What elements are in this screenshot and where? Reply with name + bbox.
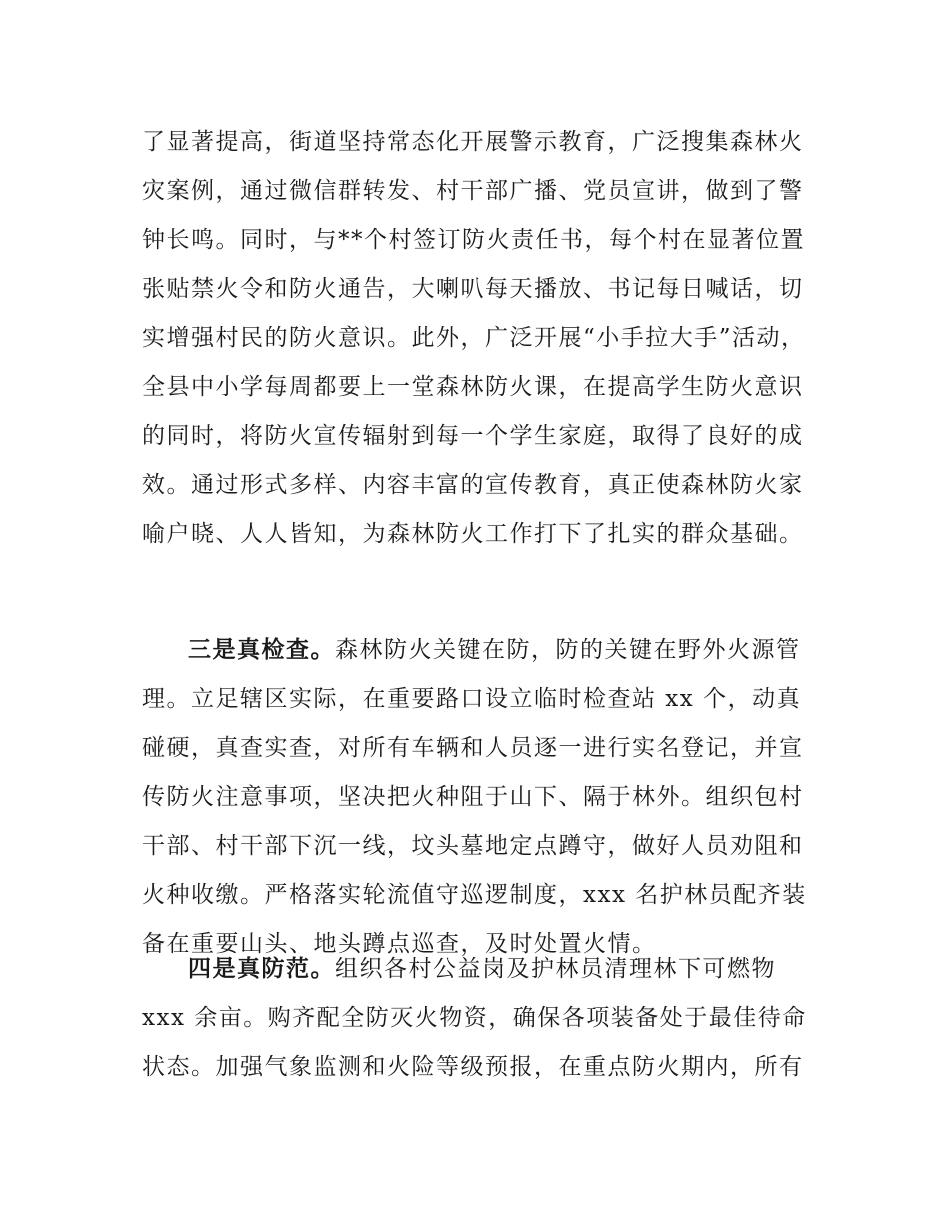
paragraph-line: 全县中小学每周都要上一堂森林防火课，在提高学生防火意识: [142, 374, 804, 400]
paragraph-first-line: [142, 626, 822, 675]
paragraph-line: 钟长鸣。同时，与**个村签订防火责任书，每个村在显著位置: [142, 227, 805, 253]
paragraph-prevention: [142, 945, 822, 1092]
paragraph-line: 碰硬，真查实查，对所有车辆和人员逐一进行实名登记，并宣: [142, 735, 804, 761]
paragraph-line: 喻户晓、人人皆知，为森林防火工作打下了扎实的群众基础。: [142, 521, 804, 547]
paragraph-line: 理。立足辖区实际，在重要路口设立临时检查站 xx 个，动真: [142, 686, 802, 712]
paragraph-line: 张贴禁火令和防火通告，大喇叭每天播放、书记每日喊话，切: [142, 276, 804, 302]
paragraph-line: 灾案例，通过微信群转发、村干部广播、党员宣讲，做到了警: [142, 178, 804, 204]
paragraph-line: xxx 余亩。购齐配全防灭火物资，确保各项装备处于最佳待命: [142, 1005, 807, 1031]
paragraph-first-line-text: 组织各村公益岗及护林员清理林下可燃物: [335, 956, 776, 982]
paragraph-line: 备在重要山头、地头蹲点巡查，及时处置火情。: [142, 931, 657, 957]
paragraph-first-line: [142, 945, 822, 994]
paragraph-publicity: [142, 118, 822, 559]
paragraph-line: 干部、村干部下沉一线，坟头墓地定点蹲守，做好人员劝阻和: [142, 833, 804, 859]
paragraph-line: 效。通过形式多样、内容丰富的宣传教育，真正使森林防火家: [142, 472, 804, 498]
paragraph-line: 实增强村民的防火意识。此外，广泛开展“小手拉大手”活动，: [142, 325, 806, 351]
paragraph-line: 的同时，将防火宣传辐射到每一个学生家庭，取得了良好的成: [142, 423, 804, 449]
paragraph-line: 状态。加强气象监测和火险等级预报，在重点防火期内，所有: [142, 1054, 804, 1080]
paragraph-lead-heading: 三是真检查。: [188, 637, 335, 663]
paragraph-line: 传防火注意事项，坚决把火种阻于山下、隔于林外。组织包村: [142, 784, 804, 810]
paragraph-lead-heading: 四是真防范。: [188, 956, 335, 982]
paragraph-line: 火种收缴。严格落实轮流值守巡逻制度，xxx 名护林员配齐装: [142, 882, 807, 908]
paragraph-line: 了显著提高，街道坚持常态化开展警示教育，广泛搜集森林火: [142, 129, 804, 155]
paragraph-inspection: [142, 626, 822, 969]
paragraph-first-line-text: 森林防火关键在防，防的关键在野外火源管: [335, 637, 801, 663]
